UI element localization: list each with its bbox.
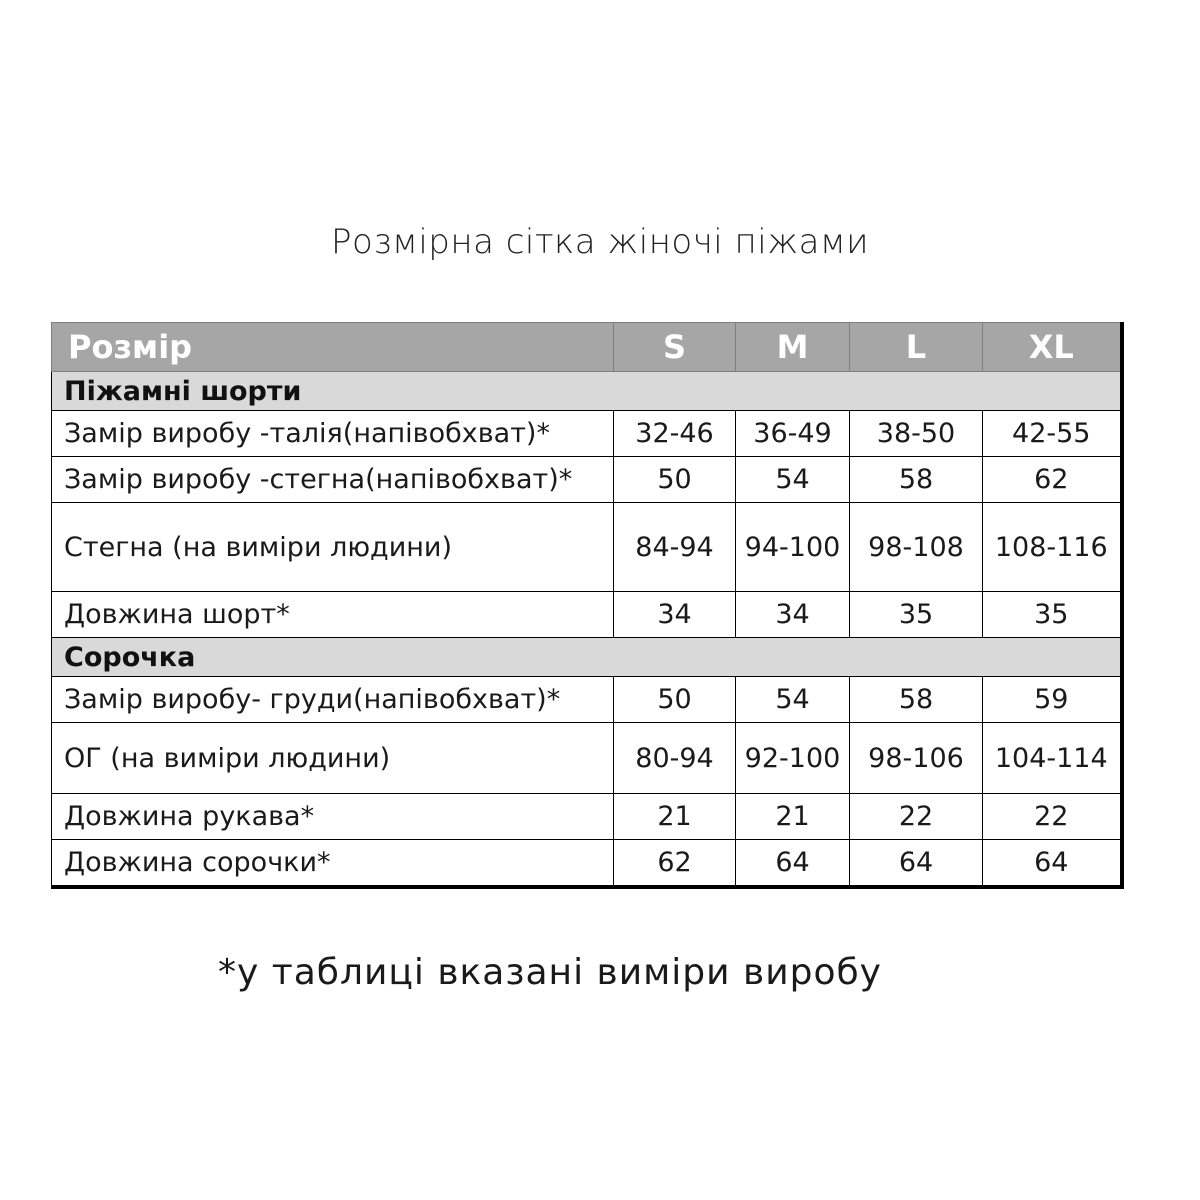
table-row <box>52 723 1122 794</box>
section-row-shorts <box>52 372 1122 411</box>
table-row <box>52 840 1122 888</box>
page-title: Розмірна сітка жіночі піжами <box>331 222 869 262</box>
table-row <box>52 411 1122 457</box>
cell-xl: 22 <box>983 794 1122 840</box>
cell-l: 64 <box>850 840 983 888</box>
row-label: ОГ (на виміри людини) <box>52 723 614 794</box>
cell-m: 34 <box>736 592 850 638</box>
size-table <box>51 322 1124 889</box>
cell-s: 50 <box>614 677 736 723</box>
table-header-row <box>52 323 1122 372</box>
table-row <box>52 503 1122 592</box>
row-label: Довжина рукава* <box>52 794 614 840</box>
footnote: *у таблиці вказані виміри виробу <box>217 952 882 993</box>
row-label: Довжина сорочки* <box>52 840 614 888</box>
cell-s: 84-94 <box>614 503 736 592</box>
cell-l: 98-108 <box>850 503 983 592</box>
cell-l: 22 <box>850 794 983 840</box>
header-size-s: S <box>614 323 736 372</box>
section-title: Сорочка <box>52 638 1122 677</box>
cell-m: 94-100 <box>736 503 850 592</box>
cell-s: 34 <box>614 592 736 638</box>
row-label: Замір виробу- груди(напівобхват)* <box>52 677 614 723</box>
header-size-xl: XL <box>983 323 1122 372</box>
row-label: Довжина шорт* <box>52 592 614 638</box>
cell-m: 54 <box>736 457 850 503</box>
cell-l: 38-50 <box>850 411 983 457</box>
table-row <box>52 794 1122 840</box>
cell-xl: 35 <box>983 592 1122 638</box>
cell-m: 92-100 <box>736 723 850 794</box>
cell-l: 35 <box>850 592 983 638</box>
cell-m: 21 <box>736 794 850 840</box>
cell-l: 58 <box>850 677 983 723</box>
section-row-shirt <box>52 638 1122 677</box>
cell-l: 98-106 <box>850 723 983 794</box>
cell-l: 58 <box>850 457 983 503</box>
header-size-l: L <box>850 323 983 372</box>
cell-xl: 62 <box>983 457 1122 503</box>
cell-xl: 108-116 <box>983 503 1122 592</box>
cell-xl: 59 <box>983 677 1122 723</box>
cell-s: 21 <box>614 794 736 840</box>
cell-m: 64 <box>736 840 850 888</box>
table-row <box>52 677 1122 723</box>
cell-xl: 42-55 <box>983 411 1122 457</box>
cell-s: 50 <box>614 457 736 503</box>
table-row <box>52 592 1122 638</box>
cell-m: 54 <box>736 677 850 723</box>
cell-xl: 64 <box>983 840 1122 888</box>
row-label: Стегна (на виміри людини) <box>52 503 614 592</box>
section-title: Піжамні шорти <box>52 372 1122 411</box>
row-label: Замір виробу -талія(напівобхват)* <box>52 411 614 457</box>
cell-s: 62 <box>614 840 736 888</box>
cell-m: 36-49 <box>736 411 850 457</box>
row-label: Замір виробу -стегна(напівобхват)* <box>52 457 614 503</box>
header-size-label: Розмір <box>52 323 614 372</box>
cell-xl: 104-114 <box>983 723 1122 794</box>
cell-s: 32-46 <box>614 411 736 457</box>
table-row <box>52 457 1122 503</box>
header-size-m: M <box>736 323 850 372</box>
cell-s: 80-94 <box>614 723 736 794</box>
